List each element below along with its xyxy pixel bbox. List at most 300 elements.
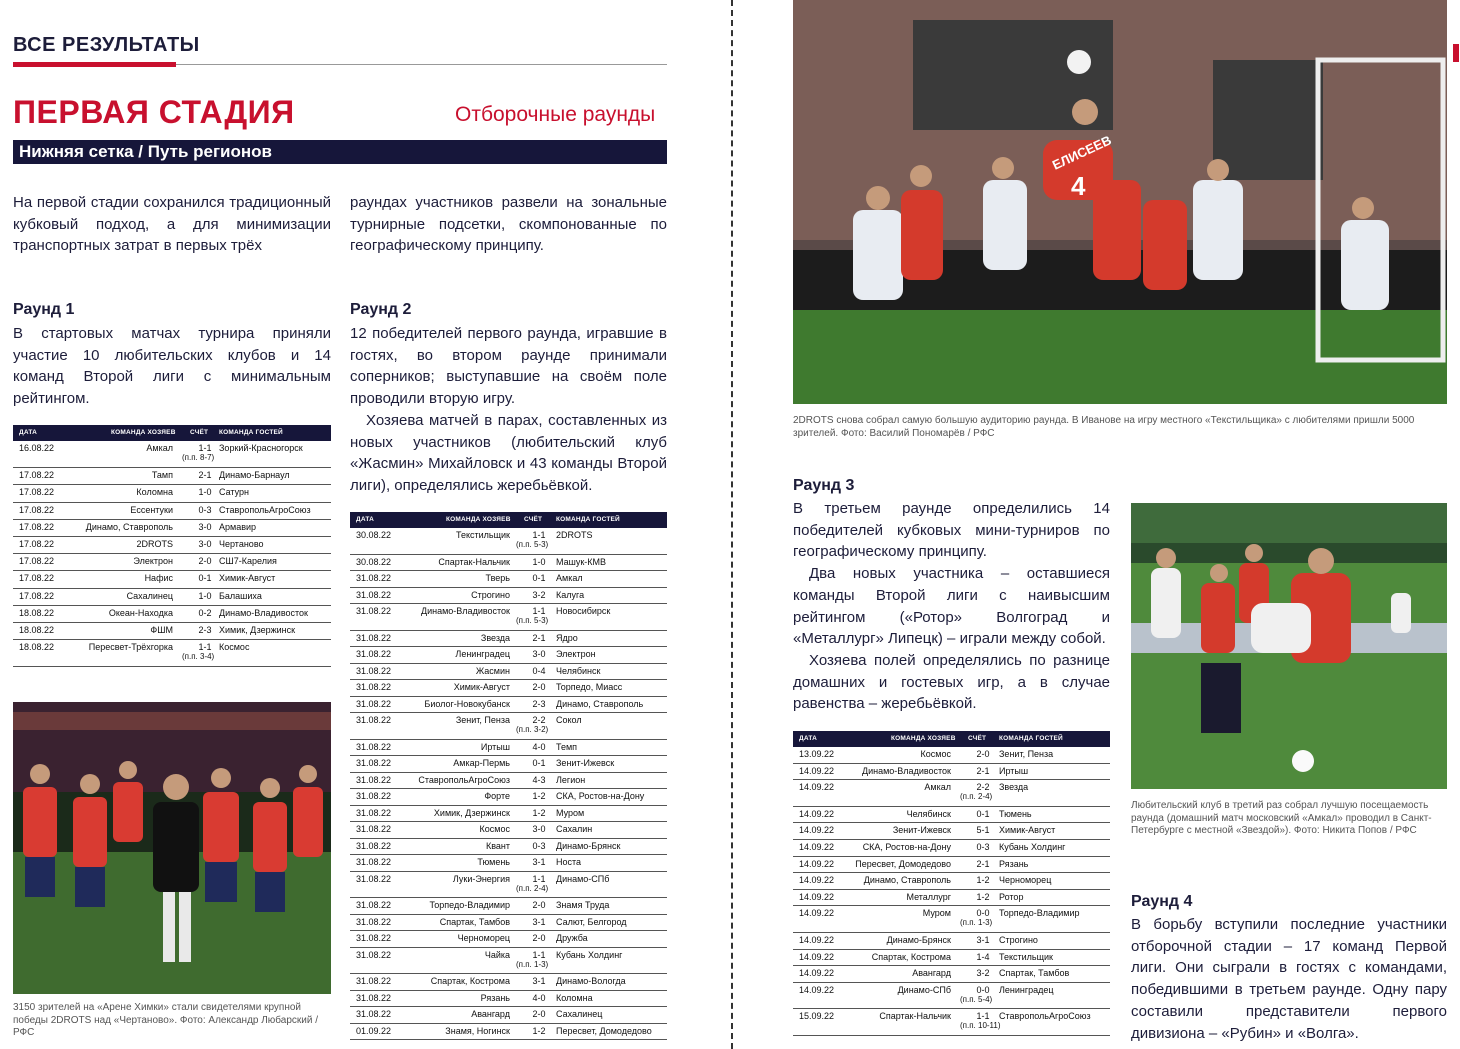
round1-heading: Раунд 1 xyxy=(13,301,75,318)
cell-score: 2-0 xyxy=(532,682,546,692)
table-row xyxy=(13,571,331,588)
cell-score: 3-0 xyxy=(198,538,212,549)
cell-score: 2-2 xyxy=(976,782,990,793)
cell-home: Динамо, Ставрополь xyxy=(85,521,173,532)
cell-home: Ленинградец xyxy=(455,649,510,659)
cell-away: Знамя Труда xyxy=(556,900,610,910)
table-row xyxy=(350,528,667,555)
table-header xyxy=(13,425,331,441)
cell-home: Иртыш xyxy=(480,741,510,752)
cell-away: СКА, Ростов-на-Дону xyxy=(556,791,645,801)
table-row xyxy=(793,840,1110,857)
round2-text xyxy=(350,323,667,497)
table-row xyxy=(350,555,667,572)
cell-away: 2DROTS xyxy=(556,530,593,540)
table-row xyxy=(793,890,1110,907)
round2-paragraph-2: Хозяева матчей в парах, составленных из новых участников (любительский клуб «Жасмин» Михайловск и 43 команды Второй лиги), определялись жеребьёвкой. xyxy=(350,411,667,494)
cell-away: Химик-Август xyxy=(219,573,276,584)
cell-date: 31.08.22 xyxy=(356,649,392,659)
cell-away: Зенит-Ижевск xyxy=(556,758,615,768)
cell-score: 1-2 xyxy=(532,1025,546,1036)
round2-heading: Раунд 2 xyxy=(350,301,412,318)
round2-paragraph-1: 12 победителей первого раунда, игравшие в гостях, во втором раунде принимали соперников; выступавшие на своём поле проводили вторую игру. xyxy=(350,325,667,408)
cell-home: Авангард xyxy=(471,1009,510,1019)
cell-away: Челябинск xyxy=(556,665,601,676)
table-row xyxy=(350,1007,667,1024)
stage-subtitle: Отборочные раунды xyxy=(455,103,656,126)
cell-date: 16.08.22 xyxy=(19,443,55,453)
section-rule-accent xyxy=(13,62,176,67)
cell-score: 1-2 xyxy=(532,807,546,818)
cell-score: 3-1 xyxy=(532,857,546,867)
table-row xyxy=(350,806,667,823)
cell-date: 14.09.22 xyxy=(799,825,835,836)
cell-away: Сахалин xyxy=(556,824,593,834)
table-row xyxy=(350,872,667,899)
table-row xyxy=(350,822,667,839)
header-home: КОМАНДА ХОЗЯЕВ xyxy=(111,429,176,436)
cell-score: 0-1 xyxy=(532,758,546,768)
cell-score: 2-0 xyxy=(532,933,546,943)
cell-score: 5-1 xyxy=(976,825,990,836)
results-table-round2 xyxy=(350,512,667,1040)
round3-paragraph-2: Два новых участника – оставшиеся команды Второй лиги с наивысшим рейтингом («Ротор» Волгоград и «Металлург» Липецк) – играли между собой. xyxy=(793,565,1110,648)
spread-divider xyxy=(731,0,733,1049)
table-row xyxy=(350,991,667,1008)
cell-away: Зоркий-Красногорск xyxy=(219,443,303,453)
cell-away: Пересвет, Домодедово xyxy=(556,1025,652,1036)
cell-away: Динамо-Владивосток xyxy=(219,607,308,618)
cell-home: Динамо, Ставрополь xyxy=(863,875,951,886)
cell-score: 3-0 xyxy=(198,521,212,532)
cell-away: Зенит, Пенза xyxy=(999,749,1054,759)
cell-away: Темп xyxy=(556,741,578,752)
caption-ivanovo: 2DROTS снова собрал самую большую аудиторию раунда. В Иванове на игру местного «Текстильщика» с любителями пришли 5000 зрителей. Фото: Василий Пономарёв / РФС xyxy=(793,415,1415,439)
table-row xyxy=(13,537,331,554)
cell-score: 3-1 xyxy=(532,916,546,927)
table-row xyxy=(350,855,667,872)
cell-home: Зенит-Ижевск xyxy=(892,825,951,836)
cell-away: СтавропольАгроСоюз xyxy=(999,1011,1091,1022)
table-row xyxy=(13,441,331,468)
round3-paragraph-1: В третьем раунде определились 14 победителей кубковых мини-турниров по географическому принципу. xyxy=(793,500,1110,561)
cell-date: 31.08.22 xyxy=(356,873,392,884)
cell-date: 31.08.22 xyxy=(356,665,392,676)
cell-note: (п.п. 5-3) xyxy=(516,540,549,549)
cell-date: 31.08.22 xyxy=(356,916,392,927)
cell-home: Спартак-Нальчик xyxy=(879,1011,951,1022)
cell-away: Машук-КМВ xyxy=(556,556,607,567)
cell-home: ФШМ xyxy=(150,624,173,635)
cell-away: Спартак, Тамбов xyxy=(999,968,1070,979)
page-marker xyxy=(1453,44,1459,62)
table-row xyxy=(793,807,1110,824)
cell-home: Космос xyxy=(920,749,951,759)
cell-score: 1-2 xyxy=(532,791,546,801)
cell-away: Динамо-СПб xyxy=(556,873,610,884)
table-row xyxy=(793,747,1110,764)
cell-score: 0-3 xyxy=(198,504,212,515)
cell-home: Муром xyxy=(922,908,951,919)
header-date: ДАТА xyxy=(356,516,375,523)
table-row xyxy=(350,1024,667,1041)
table-row xyxy=(13,589,331,606)
table-row xyxy=(350,898,667,915)
cell-date: 14.09.22 xyxy=(799,891,835,902)
cell-away: Амкал xyxy=(556,573,583,583)
cell-home: Челябинск xyxy=(906,808,951,819)
cell-home: Квант xyxy=(485,840,510,851)
cell-away: Черноморец xyxy=(999,875,1052,886)
table-row xyxy=(350,604,667,631)
table-row xyxy=(13,520,331,537)
cell-home: Электрон xyxy=(133,556,173,567)
cell-score: 3-2 xyxy=(976,968,990,979)
table-row xyxy=(13,485,331,502)
results-table-round3 xyxy=(793,731,1110,1036)
header-home: КОМАНДА ХОЗЯЕВ xyxy=(891,735,956,742)
jersey-name: ЕЛИСЕЕВ xyxy=(1049,132,1114,173)
cell-home: Пересвет-Трёхгорка xyxy=(88,642,173,653)
cell-away: Динамо-Вологда xyxy=(556,976,626,986)
header-score: СЧЁТ xyxy=(968,735,987,742)
cell-date: 18.08.22 xyxy=(19,607,55,618)
cell-home: Металлург xyxy=(906,891,951,902)
table-row xyxy=(793,966,1110,983)
cell-score: 3-0 xyxy=(532,824,546,834)
cell-home: Динамо-Владивосток xyxy=(862,765,951,776)
cell-score: 0-3 xyxy=(976,841,990,852)
table-row xyxy=(350,588,667,605)
cell-score: 2-2 xyxy=(532,715,546,725)
cell-home: Зенит, Пенза xyxy=(455,715,510,725)
intro-text-left: На первой стадии сохранился традиционный кубковый подход, а для минимизации транспортных затрат в первых трёх xyxy=(13,194,331,255)
cell-score: 2-3 xyxy=(198,624,212,635)
cell-date: 14.09.22 xyxy=(799,858,835,869)
table-row xyxy=(793,1009,1110,1036)
table-row xyxy=(13,623,331,640)
cell-score: 4-3 xyxy=(532,774,546,785)
cell-away: Строгино xyxy=(999,934,1038,945)
cell-away: Кубань Холдинг xyxy=(556,949,623,960)
cell-away: Динамо-Брянск xyxy=(556,840,621,851)
header-date: ДАТА xyxy=(19,429,38,436)
table-row xyxy=(793,933,1110,950)
table-row xyxy=(350,647,667,664)
cell-score: 0-1 xyxy=(976,808,990,819)
photo-ivanovo-header xyxy=(793,0,1447,404)
cell-note: (п.п. 1-3) xyxy=(516,959,549,969)
cell-date: 18.08.22 xyxy=(19,642,55,653)
caption-khimki: 3150 зрителей на «Арене Химки» стали свидетелями крупной победы 2DROTS над «Чертаново». Фото: Александр Любарский / РФС xyxy=(13,1002,319,1038)
table-row xyxy=(13,640,331,667)
cell-note: (п.п. 10-11) xyxy=(960,1021,1001,1031)
header-away: КОМАНДА ГОСТЕЙ xyxy=(556,516,620,523)
table-row xyxy=(350,664,667,681)
cell-score: 1-0 xyxy=(198,590,212,601)
section-rule xyxy=(176,64,667,65)
cell-score: 1-0 xyxy=(532,556,546,567)
cell-home: Торпедо-Владимир xyxy=(429,900,510,910)
cell-home: Динамо-Владивосток xyxy=(421,606,510,616)
cell-date: 14.09.22 xyxy=(799,934,835,945)
cell-away: Носта xyxy=(556,857,582,867)
header-score: СЧЁТ xyxy=(190,429,209,436)
cell-home: Тамп xyxy=(151,470,173,481)
cell-away: Тюмень xyxy=(999,808,1032,819)
cell-away: Коломна xyxy=(556,992,593,1003)
cell-date: 18.08.22 xyxy=(19,624,55,635)
table-row xyxy=(350,713,667,740)
cell-score: 1-2 xyxy=(976,875,990,886)
cell-home: Коломна xyxy=(136,487,173,498)
cell-away: Рязань xyxy=(999,858,1029,869)
cell-date: 17.08.22 xyxy=(19,470,55,481)
cell-score: 3-2 xyxy=(532,589,546,600)
cell-away: Сахалинец xyxy=(556,1009,603,1019)
header-away: КОМАНДА ГОСТЕЙ xyxy=(999,735,1063,742)
cell-date: 31.08.22 xyxy=(356,698,392,709)
cell-home: Амкал xyxy=(146,443,173,453)
cell-home: Форте xyxy=(484,791,510,801)
cell-away: Новосибирск xyxy=(556,606,611,616)
cell-home: Жасмин xyxy=(475,665,510,676)
photo-khimki-celebration xyxy=(13,702,331,994)
cell-date: 15.09.22 xyxy=(799,1011,835,1022)
cell-away: Ротор xyxy=(999,891,1024,902)
cell-date: 30.08.22 xyxy=(356,556,392,567)
cell-score: 2-1 xyxy=(976,858,990,869)
jersey-number: 4 xyxy=(1071,171,1086,201)
cell-note: (п.п. 5-4) xyxy=(960,994,993,1004)
round3-text xyxy=(793,498,1110,715)
round4-heading: Раунд 4 xyxy=(1131,893,1193,910)
cell-away: Армавир xyxy=(219,521,257,532)
cell-date: 14.09.22 xyxy=(799,968,835,979)
cell-date: 17.08.22 xyxy=(19,590,55,601)
cell-home: Черноморец xyxy=(457,933,510,943)
cell-score: 1-1 xyxy=(198,443,212,453)
table-row xyxy=(350,740,667,757)
cell-away: Калуга xyxy=(556,589,585,600)
cell-home: Амкал xyxy=(924,782,951,793)
photo-amkal-match xyxy=(1131,503,1447,789)
table-row xyxy=(793,983,1110,1010)
cell-date: 31.08.22 xyxy=(356,791,392,801)
cell-date: 30.08.22 xyxy=(356,530,392,540)
table-row xyxy=(350,773,667,790)
caption-amkal: Любительский клуб в третий раз собрал лучшую посещаемость раунда (домашний матч московский «Амкал» проводил в Санкт-Петербурге с местной «Звездой»). Фото: Никита Попов / РФС xyxy=(1131,800,1432,836)
cell-date: 31.08.22 xyxy=(356,758,392,768)
cell-home: Чайка xyxy=(484,949,510,960)
intro-text-right: раундах участников развели на зональные турнирные подсетки, скомпонованные по географическому принципу. xyxy=(350,194,667,255)
cell-away: Иртыш xyxy=(999,765,1029,776)
cell-score: 0-3 xyxy=(532,840,546,851)
cell-away: Звезда xyxy=(999,782,1029,793)
cell-home: Космос xyxy=(479,824,510,834)
cell-away: СтавропольАгроСоюз xyxy=(219,504,311,515)
cell-date: 31.08.22 xyxy=(356,807,392,818)
cell-score: 3-1 xyxy=(532,976,546,986)
cell-score: 0-1 xyxy=(532,573,546,583)
table-row xyxy=(350,931,667,948)
cell-home: Биолог-Новокубанск xyxy=(424,698,510,709)
cell-score: 0-4 xyxy=(532,665,546,676)
table-row xyxy=(350,948,667,975)
cell-date: 31.08.22 xyxy=(356,949,392,960)
table-row xyxy=(793,873,1110,890)
cell-away: Химик-Август xyxy=(999,825,1056,836)
table-row xyxy=(793,906,1110,933)
cell-away: Сатурн xyxy=(219,487,250,498)
cell-date: 13.09.22 xyxy=(799,749,835,759)
cell-score: 1-1 xyxy=(198,642,212,653)
cell-away: Балашиха xyxy=(219,590,262,601)
cell-date: 14.09.22 xyxy=(799,908,835,919)
cell-note: (п.п. 2-4) xyxy=(516,883,549,893)
cell-home: Динамо-Брянск xyxy=(886,934,951,945)
cell-score: 0-2 xyxy=(198,607,212,618)
cell-note: (п.п. 1-3) xyxy=(960,918,993,928)
cell-date: 31.08.22 xyxy=(356,933,392,943)
header-away: КОМАНДА ГОСТЕЙ xyxy=(219,429,283,436)
cell-date: 31.08.22 xyxy=(356,774,392,785)
cell-date: 01.09.22 xyxy=(356,1025,392,1036)
cell-home: Рязань xyxy=(480,992,510,1003)
cell-date: 31.08.22 xyxy=(356,715,392,725)
cell-date: 14.09.22 xyxy=(799,841,835,852)
table-row xyxy=(793,764,1110,781)
cell-away: Легион xyxy=(556,774,586,785)
cell-away: Сокол xyxy=(556,715,582,725)
cell-date: 31.08.22 xyxy=(356,632,392,643)
cell-date: 31.08.22 xyxy=(356,1009,392,1019)
round1-text: В стартовых матчах турнира приняли участие 10 любительских клубов и 14 команд Второй лиги с минимальным рейтингом. xyxy=(13,325,331,408)
cell-home: Динамо-СПб xyxy=(897,984,951,995)
cell-away: Муром xyxy=(556,807,585,818)
cell-date: 17.08.22 xyxy=(19,487,55,498)
cell-date: 14.09.22 xyxy=(799,984,835,995)
cell-away: Салют, Белгород xyxy=(556,916,627,927)
cell-date: 17.08.22 xyxy=(19,504,55,515)
cell-home: Строгино xyxy=(471,589,510,600)
cell-score: 4-0 xyxy=(532,992,546,1003)
round4-text: В борьбу вступили последние участники отборочной стадии – 17 команд Первой лиги. Они сыграли в гостях с командами, победившими в третьем раунде. Одну пару составили представители первого дивизиона – «Рубин» и «Волга». xyxy=(1131,916,1447,1042)
cell-date: 31.08.22 xyxy=(356,741,392,752)
cell-date: 31.08.22 xyxy=(356,992,392,1003)
cell-note: (п.п. 3-4) xyxy=(182,652,215,662)
cell-home: Спартак, Кострома xyxy=(871,951,951,962)
cell-date: 17.08.22 xyxy=(19,521,55,532)
cell-date: 31.08.22 xyxy=(356,840,392,851)
header-score: СЧЁТ xyxy=(524,516,543,523)
cell-home: СтавропольАгроСоюз xyxy=(418,774,510,785)
cell-date: 31.08.22 xyxy=(356,976,392,986)
header-date: ДАТА xyxy=(799,735,818,742)
table-row xyxy=(13,503,331,520)
cell-score: 3-1 xyxy=(976,934,990,945)
cell-score: 0-1 xyxy=(198,573,212,584)
photo-khimki-image xyxy=(13,702,331,994)
cell-score: 4-0 xyxy=(532,741,546,752)
cell-date: 14.09.22 xyxy=(799,875,835,886)
table-row xyxy=(350,756,667,773)
cell-score: 1-4 xyxy=(976,951,990,962)
table-header xyxy=(350,512,667,528)
table-row xyxy=(793,950,1110,967)
table-row xyxy=(350,571,667,588)
cell-note: (п.п. 2-4) xyxy=(960,792,993,802)
section-label: ВСЕ РЕЗУЛЬТАТЫ xyxy=(13,34,200,56)
cell-home: Химик-Август xyxy=(453,682,510,692)
cell-away: Кубань Холдинг xyxy=(999,841,1066,852)
cell-date: 31.08.22 xyxy=(356,824,392,834)
cell-score: 2-3 xyxy=(532,698,546,709)
cell-score: 1-1 xyxy=(532,873,546,884)
cell-away: Ленинградец xyxy=(999,984,1054,995)
results-table-round1 xyxy=(13,425,331,667)
cell-date: 31.08.22 xyxy=(356,589,392,600)
cell-score: 1-2 xyxy=(976,891,990,902)
bracket-bar: Нижняя сетка / Путь регионов xyxy=(13,140,667,164)
cell-home: СКА, Ростов-на-Дону xyxy=(862,841,951,852)
cell-home: Ессентуки xyxy=(130,504,173,515)
cell-date: 17.08.22 xyxy=(19,556,55,567)
cell-away: Динамо-Барнаул xyxy=(219,470,290,481)
cell-away: Электрон xyxy=(556,649,596,659)
cell-home: Сахалинец xyxy=(126,590,173,601)
cell-away: СШ7-Карелия xyxy=(219,556,277,567)
cell-score: 1-1 xyxy=(532,606,546,616)
cell-score: 2-1 xyxy=(532,632,546,643)
cell-away: Дружба xyxy=(556,933,588,943)
cell-home: Тверь xyxy=(485,573,510,583)
cell-home: Нафис xyxy=(144,573,173,584)
cell-home: Текстильщик xyxy=(456,530,510,540)
cell-away: Динамо, Ставрополь xyxy=(556,698,644,709)
cell-note: (п.п. 5-3) xyxy=(516,616,549,625)
table-row xyxy=(350,631,667,648)
cell-note: (п.п. 8-7) xyxy=(182,453,215,462)
cell-score: 1-1 xyxy=(532,949,546,960)
cell-home: Пересвет, Домодедово xyxy=(855,858,951,869)
round3-paragraph-3: Хозяева полей определялись по разнице домашних и гостевых игр, а в случае равенства – жеребьёвкой. xyxy=(793,651,1110,713)
table-row xyxy=(793,823,1110,840)
table-row xyxy=(13,606,331,623)
table-row xyxy=(350,680,667,697)
cell-date: 31.08.22 xyxy=(356,682,392,692)
cell-home: Тюмень xyxy=(477,857,510,867)
cell-score: 2-0 xyxy=(198,556,212,567)
table-row xyxy=(13,554,331,571)
cell-home: Химик, Дзержинск xyxy=(433,807,510,818)
cell-home: Луки-Энергия xyxy=(452,873,510,884)
table-row xyxy=(793,857,1110,874)
cell-date: 14.09.22 xyxy=(799,782,835,793)
cell-home: Спартак, Тамбов xyxy=(439,916,510,927)
cell-score: 2-1 xyxy=(198,470,212,481)
cell-date: 14.09.22 xyxy=(799,765,835,776)
cell-score: 0-0 xyxy=(976,984,990,995)
cell-date: 31.08.22 xyxy=(356,900,392,910)
cell-score: 1-1 xyxy=(976,1011,990,1022)
cell-away: Текстильщик xyxy=(999,951,1053,962)
cell-date: 31.08.22 xyxy=(356,606,392,616)
table-row xyxy=(13,468,331,485)
cell-home: Спартак, Кострома xyxy=(430,976,510,986)
cell-date: 31.08.22 xyxy=(356,857,392,867)
cell-home: Амкар-Пермь xyxy=(453,758,510,768)
